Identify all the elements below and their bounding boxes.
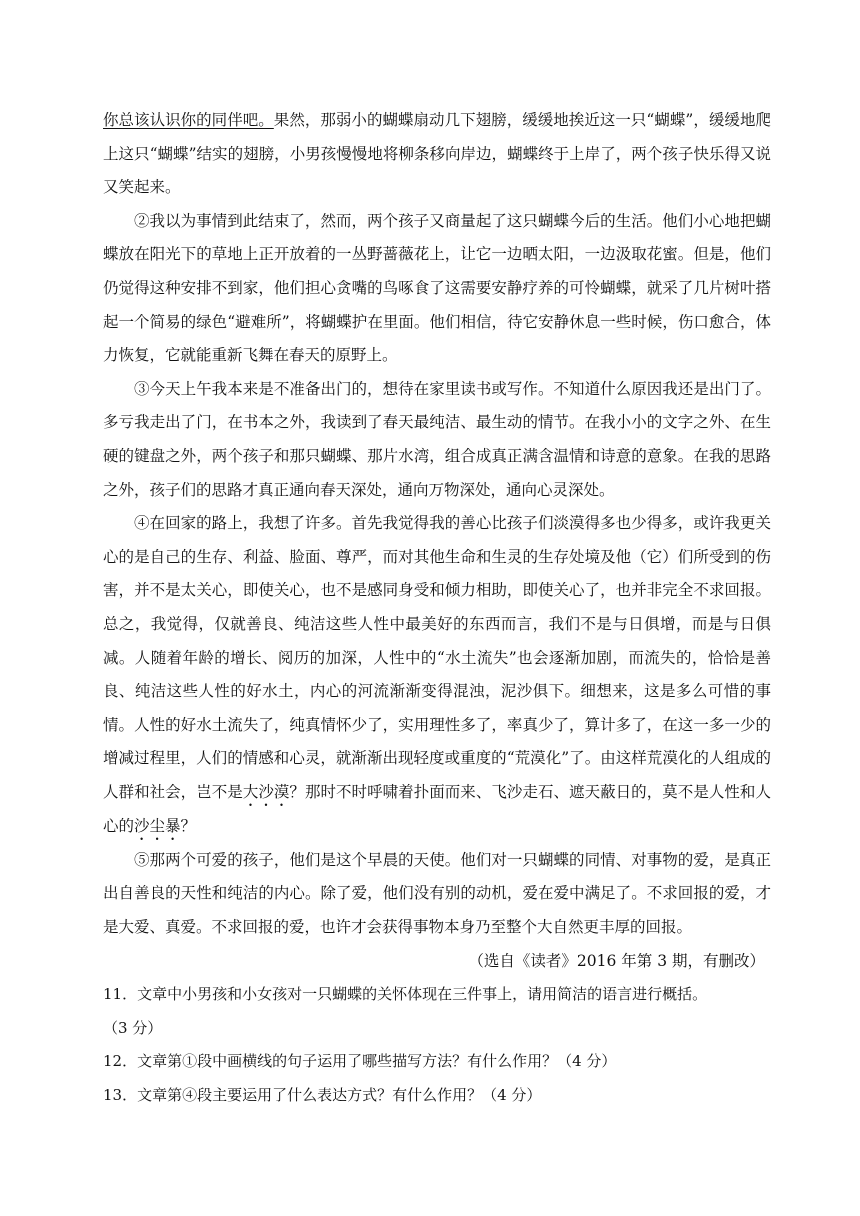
question-12: 12．文章第①段中画横线的句子运用了哪些描写方法？有什么作用？（4 分） <box>103 1052 617 1071</box>
paragraph-2: ②我以为事情到此结束了，然而，两个孩子又商量起了这只蝴蝶今后的生活。他们小心地把蝴蝶放在阳光下的草地上正开放着的一丛野蔷薇花上，让它一边晒太阳，一边汲取花蜜。但是，他们仍觉得这种安排不到家，他们担心贪嘴的鸟啄食了这需要安静疗养的可怜蝴蝶，就采了几片树叶搭起一个简易的绿色“避难所”，将蝴蝶护在里面。他们相信，待它安静休息一些时候，伤口愈合，体力恢复，它就能重新飞舞在春天的原野上。 <box>103 211 771 365</box>
question-13: 13．文章第④段主要运用了什么表达方式？有什么作用？（4 分） <box>103 1086 542 1105</box>
paragraph-4 <box>103 507 771 844</box>
paragraph-5: ⑤那两个可爱的孩子，他们是这个早晨的天使。他们对一只蝴蝶的同情、对事物的爱，是真正出自善良的天性和纯洁的内心。除了爱，他们没有别的动机，爱在爱中满足了。不求回报的爱，才是大爱、真爱。不求回报的爱，也许才会获得事物本身乃至整个大自然更丰厚的回报。 <box>103 850 771 937</box>
paragraph-1-continued <box>103 104 771 205</box>
paragraph-3: ③今天上午我本来是不准备出门的，想待在家里读书或写作。不知道什么原因我还是出门了。多亏我走出了门，在书本之外，我读到了春天最纯洁、最生动的情节。在我小小的文字之外、在生硬的键盘之外，两个孩子和那只蝴蝶、那片水湾，组合成真正满含温情和诗意的意象。在我的思路之外，孩子们的思路才真正通向春天深处，通向万物深处，通向心灵深处。 <box>103 379 771 499</box>
dotted-phrase-sandstorm: 沙尘暴 <box>134 816 181 835</box>
dotted-phrase-desert: 大沙漠 <box>242 782 290 801</box>
paragraph-4-text-a: ④在回家的路上，我想了许多。首先我觉得我的善心比孩子们淡漠得多也少得多，或许我更关心的是自己的生存、利益、脸面、尊严，而对其他生命和生灵的生存处境及他（它）们所受到的伤害，并不是太关心，即使关心，也不是感同身受和倾力相助，即使关心了，也并非完全不求回报。总之，我觉得，仅就善良、纯洁这些人性中最美好的东西而言，我们不是与日俱增，而是与日俱减。人随着年龄的增长、阅历的加深，人性中的“水土流失”也会逐渐加剧，而流失的，恰恰是善良、纯洁这些人性的好水土，内心的河流渐渐变得混浊，泥沙俱下。细想来，这是多么可惜的事情。人性的好水土流失了，纯真情怀少了，实用理性多了，率真少了，算计多了，在这一多一少的增减过程里，人们的情感和心灵，就渐渐出现轻度或重度的“荒漠化”了。由这样荒漠化的人组成的人群和社会，岂不是 <box>103 514 771 801</box>
question-11-score: （3 分） <box>103 1018 163 1037</box>
paragraph-1-text: 果然，那弱小的蝴蝶扇动几下翅膀，缓缓地挨近这一只“蝴蝶”，缓缓地爬上这只“蝴蝶”结实的翅膀，小男孩慢慢地将柳条移向岸边，蝴蝶终于上岸了，两个孩子快乐得又说又笑起来。 <box>103 111 771 197</box>
question-11: 11．文章中小男孩和小女孩对一只蝴蝶的关怀体现在三件事上，请用简洁的语言进行概括。 <box>103 985 708 1004</box>
underlined-sentence: 你总该认识你的同伴吧。 <box>103 111 274 129</box>
document-content <box>103 104 771 1113</box>
paragraph-4-text-c: ？ <box>180 816 197 835</box>
source-citation: （选自《读者》2016 年第 3 期，有删改） <box>468 951 765 970</box>
paragraph-4-text-b: ？那时不时呼啸着扑面而来、飞沙走石、遮天蔽日的，莫不是人性和人心的 <box>103 782 771 835</box>
